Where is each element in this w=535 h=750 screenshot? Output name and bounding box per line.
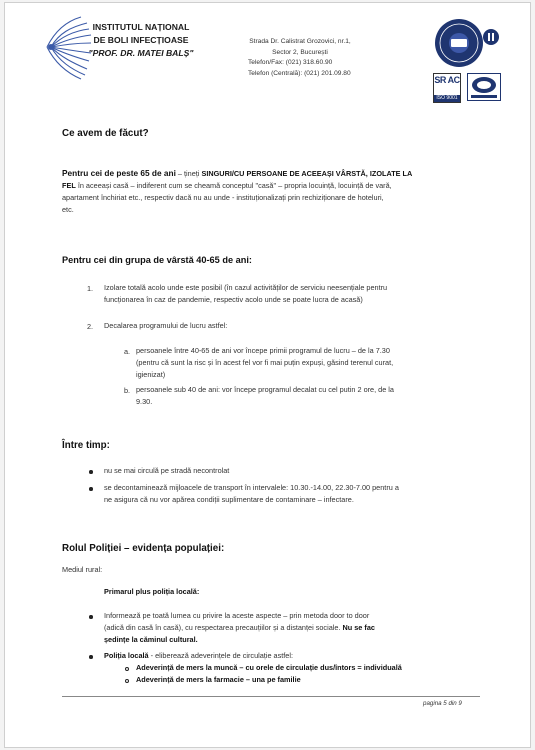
meanwhile-item-2 <box>104 482 484 506</box>
list-item-isolation <box>104 282 484 306</box>
institute-name-line1: INSTITUTUL NAȚIONAL <box>92 22 190 32</box>
page-title: Ce avem de făcut? <box>62 128 149 139</box>
subheading-mayor-police: Primarul plus poliția locală: <box>104 587 200 596</box>
footer-divider <box>62 696 480 697</box>
text-line: persoanele sub 40 de ani: vor începe programul decalat cu cel putin 2 ore, de la <box>136 385 394 394</box>
text-line: funcționarea în caz de pandemie, respectiv acolo unde se poate lucra de acasă) <box>104 295 363 304</box>
police-item-certificates <box>104 650 293 662</box>
text-line: igienizat) <box>136 370 166 379</box>
document-page <box>4 2 531 748</box>
page-number: pagina 5 din 9 <box>423 700 462 707</box>
accreditation-logo-icon <box>467 73 501 101</box>
bullet-icon <box>89 470 93 474</box>
text-line: etc. <box>62 205 74 214</box>
text-line: apartament închiriat etc., respectiv dacă nu au unde - instituționalizați prin rechiziționare de hoteluri, <box>62 193 384 202</box>
certificate-work: Adeverință de mers la muncă – cu orele de circulație dus/întors = individuală <box>136 663 402 672</box>
sub-item-under-40 <box>136 384 466 408</box>
list-letter: a. <box>124 347 131 356</box>
circle-bullet-icon <box>125 667 129 671</box>
institute-address <box>230 37 370 79</box>
text-line-bold: ședințe la căminul cultural. <box>104 635 198 644</box>
phone-fax: Telefon/Fax: (021) 318.60.90 <box>248 59 333 66</box>
subheading-rural: Mediul rural: <box>62 565 103 574</box>
institute-name <box>81 21 201 60</box>
section-heading-over-65: Pentru cei de peste 65 de ani <box>62 168 176 178</box>
address-line: Sector 2, București <box>272 48 328 56</box>
certification-seal-icon <box>433 17 501 69</box>
bullet-icon <box>89 655 93 659</box>
text-span: - eliberează adeverințele de circulație astfel: <box>148 651 294 660</box>
text-span: (adică din casă în casă), cu respectarea precauțiilor și a distanței sociale. <box>104 623 343 632</box>
police-item-inform <box>104 610 484 646</box>
srac-badge <box>433 73 461 103</box>
section-heading-meanwhile: Între timp: <box>62 440 110 451</box>
list-number: 2. <box>87 322 94 331</box>
text-line: se decontaminează mijloacele de transport în intervalele: 10.30.-14.00, 22.30-7.00 pentru a <box>104 483 399 492</box>
meanwhile-item-1: nu se mai circulă pe stradă necontrolat <box>104 466 230 475</box>
circle-bullet-icon <box>125 679 129 683</box>
text-line: Informează pe toată lumea cu privire la aceste aspecte – prin metoda door to door <box>104 611 370 620</box>
section-heading-police: Rolul Poliției – evidența populației: <box>62 543 225 554</box>
sub-item-40-65 <box>136 345 466 381</box>
text-span-bold: Poliția locală <box>104 651 149 660</box>
list-letter: b. <box>124 386 131 395</box>
text-span-bold: SINGURI/CU PERSOANE DE ACEEAȘI VÂRSTĂ, IZOLATE LA <box>201 169 413 178</box>
institute-name-line2: DE BOLI INFECȚIOASE <box>93 35 189 45</box>
iso-text: ISO 9001 <box>434 95 460 102</box>
institute-name-line3: "PROF. DR. MATEI BALȘ" <box>88 48 194 58</box>
address-line: Strada Dr. Calistrat Grozovici, nr.1, <box>249 38 351 45</box>
certificate-pharmacy: Adeverință de mers la farmacie – una pe familie <box>136 675 301 684</box>
bullet-icon <box>89 487 93 491</box>
text-line: (pentru că sunt la risc și în acest fel vor fi mai puțin expuși, găsind terenul curat, <box>136 358 394 367</box>
section-heading-40-65: Pentru cei din grupa de vârstă 40-65 de ani: <box>62 255 252 265</box>
text-line: ne asigura că nu vor apărea condiții suplimentare de contaminare – infectare. <box>104 495 354 504</box>
srac-text: SR AC <box>434 75 460 85</box>
list-number: 1. <box>87 284 94 293</box>
text-span: – țineți <box>175 169 202 178</box>
text-line: 9.30. <box>136 397 153 406</box>
text-span-bold: Nu se fac <box>342 623 375 632</box>
list-item-schedule: Decalarea programului de lucru astfel: <box>104 321 228 330</box>
section-over-65 <box>62 167 482 216</box>
text-span: în aceeași casă – indiferent cum se cheamă conceptul "casă" – propria locuință, locuință de vară, <box>75 181 392 190</box>
text-line: persoanele între 40-65 de ani vor începe primii programul de lucru – de la 7.30 <box>136 346 390 355</box>
text-line: Izolare totală acolo unde este posibil (în cazul activităților de serviciu neesențiale pentru <box>104 283 388 292</box>
phone-central: Telefon (Centrală): (021) 201.09.80 <box>248 69 351 77</box>
text-span-bold: FEL <box>62 181 76 190</box>
bullet-icon <box>89 615 93 619</box>
